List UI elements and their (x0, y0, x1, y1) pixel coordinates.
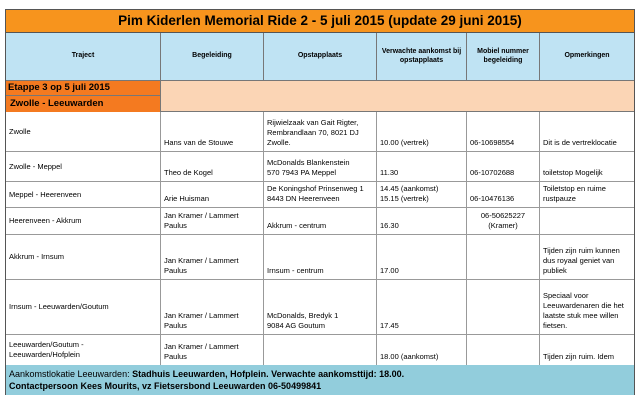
table-row (6, 182, 634, 208)
table-row (6, 112, 634, 152)
cell-opstapplaats: De Koningshof Prinsenweg 1 8443 DN Heerenveen (264, 182, 377, 207)
cell-opmerkingen: Dit is de vertreklocatie (543, 138, 617, 147)
cell-traject: Irnsum - Leeuwarden/Goutum (6, 280, 161, 334)
cell-traject: Akkrum - Irnsum (6, 235, 161, 279)
schedule-table (5, 9, 635, 395)
cell-traject: Heerenveen - Akkrum (6, 208, 161, 234)
cell-mobiel: 06-10698554 (467, 112, 540, 151)
cell-mobiel: 06-50625227 (Kramer) (467, 208, 540, 234)
header-opmerkingen: Opmerkingen (540, 33, 634, 81)
cell-opstapplaats: Rijwielzaak van Gait Rigter, Rembrandlaan 70, 8021 DJ Zwolle. (264, 112, 377, 151)
arrival-footer (6, 365, 634, 395)
cell-traject: Zwolle (6, 112, 161, 151)
cell-opmerkingen: Tijden zijn ruim kunnen dus royaal geniet van publiek (543, 246, 620, 275)
cell-aankomst: 18.00 (aankomst) (377, 335, 467, 365)
header-mobiel: Mobiel nummer begeleiding (467, 33, 540, 81)
cell-opstapplaats: McDonalds Blankenstein 570 7943 PA Meppel (264, 152, 377, 181)
table-row (6, 235, 634, 280)
cell-opstapplaats: Akkrum - centrum (264, 208, 377, 234)
arrival-label: Aankomstlokatie Leeuwarden: (9, 369, 130, 379)
cell-mobiel (467, 280, 540, 334)
cell-opmerkingen: toiletstop Mogelijk (543, 168, 603, 177)
table-row (6, 335, 634, 365)
cell-opstapplaats (264, 335, 377, 365)
cell-begeleiding: Jan Kramer / Lammert Paulus (161, 280, 264, 334)
etappe-label: Etappe 3 op 5 juli 2015 (6, 81, 161, 96)
page-title: Pim Kiderlen Memorial Ride 2 - 5 juli 2015 (update 29 juni 2015) (6, 10, 634, 33)
cell-opmerkingen (540, 208, 634, 234)
cell-aankomst: 16.30 (377, 208, 467, 234)
cell-opmerkingen: Speciaal voor Leeuwardenaren die het laatste stuk mee willen fietsen. (543, 291, 624, 330)
cell-begeleiding: Arie Huisman (161, 182, 264, 207)
cell-begeleiding: Jan Kramer / Lammert Paulus (161, 335, 264, 365)
table-row (6, 152, 634, 182)
cell-opmerkingen: Toiletstop en ruime rustpauze (543, 184, 606, 203)
cell-mobiel (467, 335, 540, 365)
cell-traject: Zwolle - Meppel (6, 152, 161, 181)
header-opstapplaats: Opstapplaats (264, 33, 377, 81)
table-row (6, 280, 634, 335)
arrival-line (9, 368, 631, 380)
header-aankomst: Verwachte aankomst bij opstapplaats (377, 33, 467, 81)
cell-aankomst: 10.00 (vertrek) (377, 112, 467, 151)
header-begeleiding: Begeleiding (161, 33, 264, 81)
cell-aankomst: 17.00 (377, 235, 467, 279)
table-row (6, 208, 634, 235)
cell-opstapplaats: Irnsum - centrum (264, 235, 377, 279)
cell-mobiel: 06-10476136 (467, 182, 540, 207)
cell-begeleiding: Jan Kramer / Lammert Paulus (161, 235, 264, 279)
header-traject: Traject (6, 33, 161, 81)
cell-mobiel: 06-10702688 (467, 152, 540, 181)
cell-opstapplaats: McDonalds, Bredyk 1 9084 AG Goutum (264, 280, 377, 334)
cell-aankomst: 17.45 (377, 280, 467, 334)
cell-aankomst: 11.30 (377, 152, 467, 181)
contact-line: Contactpersoon Kees Mourits, vz Fietsersbond Leeuwarden 06-50499841 (9, 381, 322, 391)
route-label: Zwolle - Leeuwarden (6, 96, 161, 112)
cell-traject: Leeuwarden/Goutum - Leeuwarden/Hofplein (6, 335, 161, 365)
cell-opmerkingen: Tijden zijn ruim. Idem (543, 352, 614, 361)
cell-mobiel (467, 235, 540, 279)
cell-traject: Meppel - Heerenveen (6, 182, 161, 207)
cell-aankomst: 14.45 (aankomst) 15.15 (vertrek) (377, 182, 467, 207)
arrival-location: Stadhuis Leeuwarden, Hofplein. Verwachte aankomsttijd: 18.00. (132, 369, 405, 379)
cell-begeleiding: Hans van de Stouwe (161, 112, 264, 151)
cell-begeleiding: Theo de Kogel (161, 152, 264, 181)
cell-begeleiding: Jan Kramer / Lammert Paulus (161, 208, 264, 234)
